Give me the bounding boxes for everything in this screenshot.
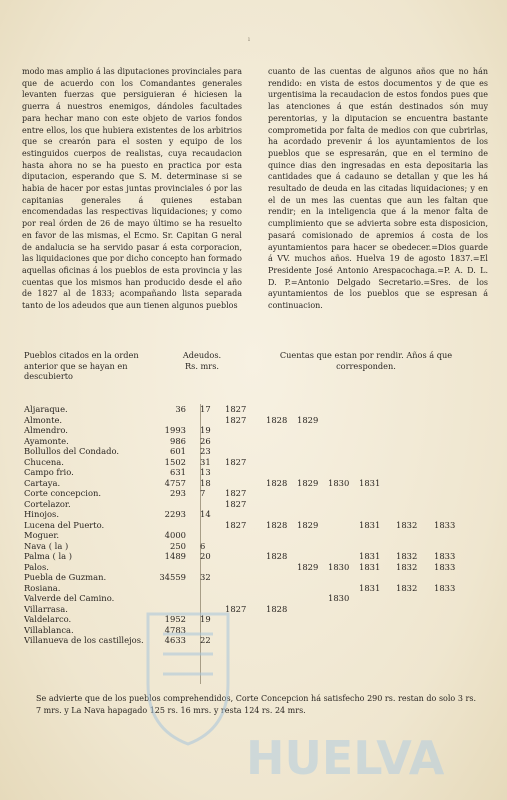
pending-year: 1830: [328, 477, 350, 488]
pending-year: 1832: [396, 561, 418, 572]
debt-maravedis: 19: [200, 614, 211, 624]
pending-year: 1829: [297, 477, 319, 488]
header-towns: Pueblos citados en la orden anterior que se hayan en descubierto: [24, 350, 139, 381]
town-name: Villablanca.: [24, 624, 74, 635]
debt-reales: 4000: [164, 530, 186, 540]
pending-year: 1827: [225, 603, 247, 614]
table-row: [24, 457, 486, 468]
huelva-watermark: [118, 594, 458, 794]
debt-maravedis: 14: [200, 509, 211, 519]
debt-maravedis: 23: [200, 446, 211, 456]
table-row: [24, 541, 486, 552]
debt-reales: 1502: [164, 456, 186, 467]
town-name: Hinojos.: [24, 509, 60, 519]
table-row: [24, 436, 486, 447]
table-row: [24, 415, 486, 426]
town-name: Aljaraque.: [24, 404, 68, 414]
table-row: [24, 551, 486, 562]
town-name: Rosiana.: [24, 582, 61, 593]
pending-year: 1831: [359, 477, 381, 488]
pending-year: 1831: [359, 582, 381, 593]
header-accounts: Cuentas que estan por rendir. Años á que corresponden.: [279, 350, 453, 371]
table-row: [24, 499, 486, 510]
watermark-text: HUELVA: [246, 731, 445, 785]
pending-year: 1828: [266, 477, 288, 488]
pending-year: 1832: [396, 551, 418, 561]
debt-reales: 1952: [164, 614, 186, 624]
town-name: Villarrasa.: [24, 603, 68, 614]
table-row: [24, 404, 486, 415]
town-name: Valdelarco.: [24, 614, 72, 624]
town-name: Cortelazor.: [24, 498, 71, 509]
right-column: [268, 66, 488, 312]
town-name: Chucena.: [24, 456, 64, 467]
pending-year: 1832: [396, 519, 418, 530]
pending-year: 1830: [328, 593, 350, 603]
table-row: [24, 583, 486, 594]
debt-maravedis: 13: [200, 467, 211, 477]
town-name: Moguer.: [24, 530, 60, 540]
pending-year: 1832: [396, 582, 418, 593]
pending-year: 1833: [434, 551, 456, 561]
town-name: Corte concepcion.: [24, 488, 102, 498]
town-name: Cartaya.: [24, 477, 61, 488]
table-row: [24, 509, 486, 520]
pending-year: 1831: [359, 561, 381, 572]
pending-year: 1831: [359, 519, 381, 530]
table-row: [24, 467, 486, 478]
town-name: Ayamonte.: [24, 435, 69, 446]
table-row: [24, 478, 486, 489]
debt-reales: 2293: [164, 509, 186, 519]
header-debts-label: Adeudos.: [182, 350, 222, 360]
pending-year: 1831: [359, 551, 381, 561]
table-row: [24, 446, 486, 457]
pending-year: 1827: [225, 488, 247, 498]
debt-maravedis: 31: [200, 456, 211, 467]
table-row: [24, 562, 486, 573]
debt-reales: 631: [170, 467, 186, 477]
pending-year: 1828: [266, 519, 288, 530]
town-name: Palos.: [24, 561, 49, 572]
debt-maravedis: 17: [200, 404, 211, 414]
pending-year: 1833: [434, 519, 456, 530]
debt-reales: 4783: [164, 624, 186, 635]
pending-year: 1829: [297, 414, 319, 425]
debt-reales: 986: [170, 435, 186, 446]
town-name: Nava ( la ): [24, 540, 69, 551]
table-row: [24, 488, 486, 499]
town-name: Almonte.: [24, 414, 63, 425]
pending-year: 1827: [225, 519, 247, 530]
table-row: [24, 572, 486, 583]
pending-year: 1829: [297, 519, 319, 530]
page-mark: ı: [248, 36, 250, 43]
debt-maravedis: 22: [200, 635, 211, 645]
debt-maravedis: 6: [200, 540, 206, 551]
pending-year: 1829: [297, 561, 319, 572]
town-name: Villanueva de los castillejos.: [24, 635, 144, 645]
pending-year: 1833: [434, 561, 456, 572]
table-row: [24, 520, 486, 531]
debt-reales: 250: [170, 540, 186, 551]
table-row: [24, 530, 486, 541]
debt-reales: 4757: [164, 477, 186, 488]
town-name: Campo frio.: [24, 467, 74, 477]
debt-maravedis: 7: [200, 488, 206, 498]
pending-year: 1828: [266, 414, 288, 425]
debt-reales: 4633: [164, 635, 186, 645]
table-row: [24, 425, 486, 436]
debt-maravedis: 20: [200, 551, 211, 561]
town-name: Bollullos del Condado.: [24, 446, 120, 456]
pending-year: 1830: [328, 561, 350, 572]
debt-reales: 1489: [164, 551, 186, 561]
left-column-text: modo mas amplio á las diputaciones provinciales para que de acuerdo con los Comandantes generales levanten fuerzas que persiguieran é hiciesen la guerra á nuestros enemigos, dándoles facultades para hechar mano con este objeto de varios fondos entre ellos, los que hubiera existentes de los arbitrios que se crearón para el sosten y equipo de los estinguidos cuerpos de realistas, cuya recaudacion hasta ahora no se ha puesto en practica por esta diputacion, esperando que S. M. determinase si se habia de hacer por estas juntas provinciales ó por las capitanias generales á quienes estaban encomendadas las respectivas liquidaciones; y como por real órden de 26 de mayo último se ha resuelto en favor de las mismas, el Ecmo. Sr. Capitan G neral de andalucia se ha servido pasar á esta corporacion, las liquidaciones que por dicho concepto han formado aquellas oficinas á los pueblos de esta provincia y las cuentas que los mismos han producido desde el año de 1827 al de 1833; acompañando lista separada tanto de los adeudos que aun tienen algunos pueblos: [22, 67, 242, 311]
debt-maravedis: 18: [200, 477, 211, 488]
town-name: Palma ( la ): [24, 551, 73, 561]
pending-year: 1827: [225, 456, 247, 467]
debt-reales: 1993: [164, 425, 186, 435]
pending-year: 1828: [266, 603, 288, 614]
pending-year: 1833: [434, 582, 456, 593]
pending-year: 1828: [266, 551, 288, 561]
town-name: Valverde del Camino.: [24, 593, 115, 603]
debt-maravedis: 26: [200, 435, 211, 446]
left-column: [22, 66, 242, 312]
debt-maravedis: 19: [200, 425, 211, 435]
debt-reales: 601: [170, 446, 186, 456]
pending-year: 1827: [225, 404, 247, 414]
pending-year: 1827: [225, 414, 247, 425]
town-name: Almendro.: [24, 425, 68, 435]
footnote: Se advierte que de los pueblos comprehendidos, Corte Concepcion há satisfecho 290 rs. restan do solo 3 rs. 7 mrs. y La Nava hapagado 125 rs. 16 mrs. y resta 124 rs. 24 mrs.: [36, 694, 476, 715]
shield-icon: [148, 614, 228, 744]
right-column-text: cuanto de las cuentas de algunos años que no hán rendido: en vista de estos documentos y de que es urgentisima la recaudacion de estos fondos pues que las atenciones á que están destinados són muy perentorias, y la diputacion se encuentra bastante comprometida por falta de medios con que cubrirlas, ha acordado prevenir á los ayuntamientos de los pueblos que se espresarán, que en el termino de quince dias den ingresadas en esta depositaria las cantidades que á cadauno se detallan y que les há resultado de deuda en las citadas liquidaciones; y en el de un mes las cuentas que aun les faltan que rendir; en la inteligencia que á la menor falta de cumplimiento que se advierta sobre esta disposicion, pasará comisionado de apremios á costa de los ayuntamientos para hacer se obedecer.=Dios guarde á VV. muchos años. Huelva 19 de agosto 1837.=El Presidente José Antonio Arespacochaga.=P. A. D. L. D. P.=Antonio Delgado Secretario.=Sres. de los ayuntamientos de los pueblos que se espresan á continuacion.: [268, 67, 488, 311]
debt-reales: 34559: [159, 572, 186, 582]
debt-reales: 293: [170, 488, 186, 498]
header-debts: [177, 350, 227, 371]
town-name: Puebla de Guzman.: [24, 572, 107, 582]
body-columns: [22, 66, 488, 338]
debt-reales: 36: [175, 404, 186, 414]
pending-year: 1827: [225, 498, 247, 509]
debt-maravedis: 32: [200, 572, 211, 582]
header-units-label: Rs. mrs.: [184, 360, 220, 371]
town-name: Lucena del Puerto.: [24, 519, 105, 530]
